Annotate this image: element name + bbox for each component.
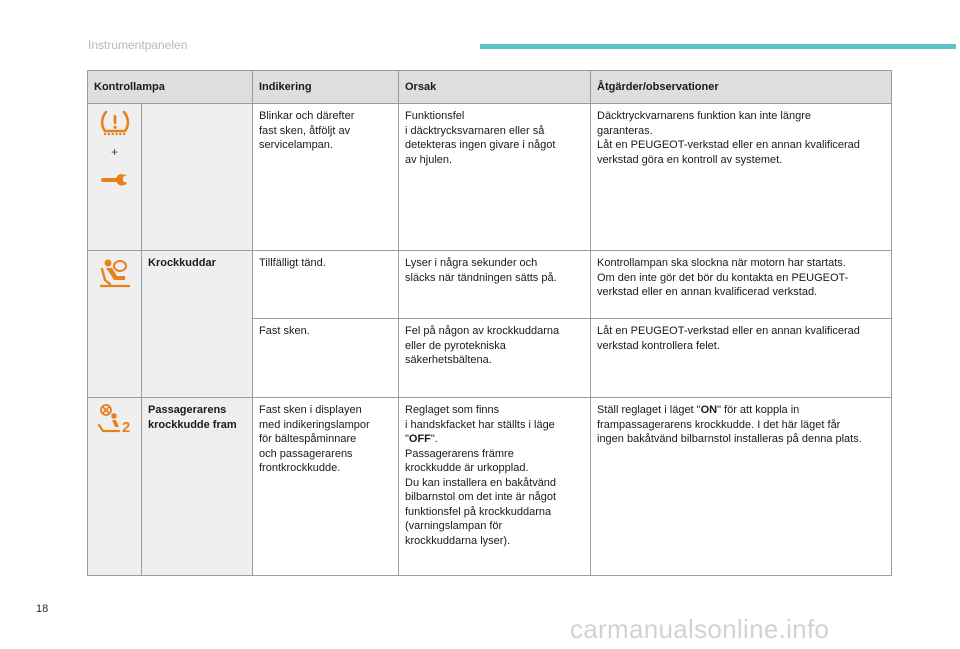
action-cell [591,398,892,576]
lamp-name: Passagerarens krockkudde fram [142,398,253,576]
lamp-icon-cell [88,251,142,398]
off-label: OFF [408,433,431,445]
header-accent-bar [480,44,956,49]
cause-cell: Funktionsfel i däcktrycksvarnaren eller så detekteras ingen givare i något av hjulen. [399,104,591,251]
column-header-action: Åtgärder/observationer [591,71,892,104]
plus-sign: + [110,145,118,159]
warning-lamp-table [87,70,892,576]
on-label: ON [700,404,718,416]
table-row [88,251,892,319]
action-text: Ställ reglaget i läget " [597,404,701,416]
column-header-indication: Indikering [253,71,399,104]
action-text: " för att koppla in frampassagerarens krockkudde. I det här läget får ingen bakåtvänd bilbarnstol installeras på denna plats. [597,404,862,445]
watermark-text: carmanualsonline.info [570,614,830,644]
wrench-icon [100,168,130,188]
lamp-name: Krockkuddar [142,251,253,398]
action-cell: Kontrollampan ska slockna när motorn har startats. Om den inte gör det bör du kontakta en PEUGEOT- verkstad eller en annan kvalificerad verkstad. [591,251,892,319]
indication-cell: Fast sken i displayen med indikeringslampor för bältespåminnare och passagerarens frontkrockkudde. [253,398,399,576]
lamp-icon-cell [88,104,142,251]
action-cell: Däcktryckvarnarens funktion kan inte längre garanteras. Låt en PEUGEOT-verkstad eller en annan kvalificerad verkstad göra en kontroll av systemet. [591,104,892,251]
airbag-icon [97,256,133,288]
cause-text: ". Passagerarens främre krockkudde är urkopplad. Du kan installera en bakåtvänd bilbarnstol om det inte är något funktionsfel på krockkuddarna (varningslampan för krockkuddarna lyser). [405,433,557,547]
cause-cell [399,398,591,576]
page-number: 18 [36,603,49,615]
cause-text: Reglaget som finns i handskfacket har ställts i läge " [405,404,555,445]
column-header-cause: Orsak [399,71,591,104]
lamp-icon-cell [88,398,142,576]
table-row [88,398,892,576]
indication-cell: Tillfälligt tänd. [253,251,399,319]
page-header-title: Instrumentpanelen [88,38,188,52]
column-header-lamp: Kontrollampa [88,71,253,104]
indication-cell: Blinkar och därefter fast sken, åtföljt av servicelampan. [253,104,399,251]
cause-cell: Fel på någon av krockkuddarna eller de pyrotekniska säkerhetsbältena. [399,319,591,398]
table-row [88,104,892,251]
indication-cell: Fast sken. [253,319,399,398]
passenger-airbag-off-icon [95,403,135,435]
tyre-pressure-icon [98,109,132,139]
svg-text:2: 2 [121,419,130,435]
cause-cell: Lyser i några sekunder och släcks när tändningen sätts på. [399,251,591,319]
table-header-row [88,71,892,104]
action-cell: Låt en PEUGEOT-verkstad eller en annan kvalificerad verkstad kontrollera felet. [591,319,892,398]
lamp-name [142,104,253,251]
